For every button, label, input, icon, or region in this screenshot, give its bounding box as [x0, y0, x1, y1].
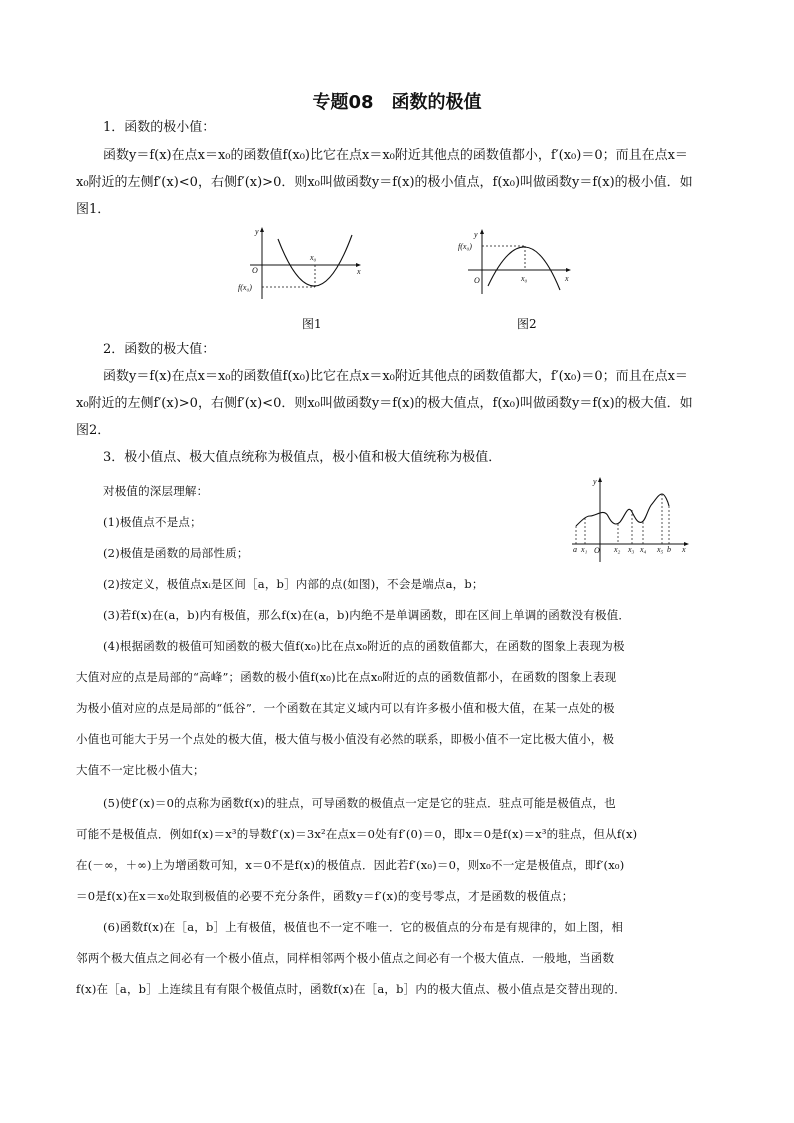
figure-2	[460, 228, 580, 298]
notes-p5-line-2: 可能不是极值点．例如f(x)＝x³的导数f′(x)＝3x²在点x＝0处有f′(0)＝0，即x＝0是f(x)＝x³的驻点，但从f(x)	[76, 827, 638, 841]
section-2-line-2: x₀附近的左侧f′(x)>0，右侧f′(x)<0．则x₀叫做函数y＝f(x)的极大值点，f(x₀)叫做函数y＝f(x)的极大值．如	[76, 396, 693, 411]
notes-p6-line-3: f(x)在［a，b］上连续且有有限个极值点时，函数f(x)在［a，b］内的极大值点、极小值点是交替出现的．	[76, 982, 626, 996]
figure-3-label-x5: x₅	[657, 545, 664, 554]
section-2-line-1: 函数y＝f(x)在点x＝x₀的函数值f(x₀)比它在点x＝x₀附近其他点的函数值都大，f′(x₀)＝0；而且在点x＝	[103, 369, 688, 384]
notes-p6-line-1: (6)函数f(x)在［a，b］上有极值，极值也不一定不唯一．它的极值点的分布是有规律的，如上图，相	[103, 920, 624, 934]
figure-3-origin: O	[594, 546, 600, 555]
section-3: 3．极小值点、极大值点统称为极值点，极小值和极大值统称为极值．	[103, 450, 502, 465]
section-2-line-3: 图2．	[76, 423, 111, 438]
figure-2-x-label: x	[565, 274, 569, 283]
notes-p3: (3)若f(x)在(a，b)内有极值，那么f(x)在(a，b)内绝不是单调函数，即在区间上单调的函数没有极值．	[103, 608, 631, 622]
figure-1-caption: 图1	[302, 317, 322, 331]
figure-1-origin: O	[252, 266, 258, 275]
figure-1-x-label: x	[357, 267, 361, 276]
figure-2-x0: x₀	[521, 274, 528, 283]
figure-3-y-label: y	[593, 477, 597, 486]
notes-p5-line-3: 在(－∞，＋∞)上为增函数可知，x＝0不是f(x)的极值点．因此若f′(x₀)＝0，则x₀不一定是极值点，即f′(x₀)	[76, 858, 625, 872]
section-1-heading: 1．函数的极小值：	[103, 120, 216, 135]
notes-heading: 对极值的深层理解：	[103, 484, 209, 498]
figure-1-y-label: y	[255, 227, 259, 236]
figure-1	[240, 225, 370, 305]
figure-2-caption: 图2	[517, 317, 537, 331]
figure-3-label-x3: x₃	[628, 545, 635, 554]
section-2-heading: 2．函数的极大值：	[103, 342, 216, 357]
figure-2-fx0: f(x₀)	[458, 242, 472, 251]
section-1-line-2: x₀附近的左侧f′(x)<0，右侧f′(x)>0．则x₀叫做函数y＝f(x)的极小值点，f(x₀)叫做函数y＝f(x)的极小值．如	[76, 175, 693, 190]
notes-p4-line-2: 大值对应的点是局部的“高峰”；函数的极小值f(x₀)比在点x₀附近的点的函数值都小，在函数的图象上表现	[76, 670, 617, 684]
figure-2-origin: O	[474, 276, 480, 285]
section-1-line-3: 图1．	[76, 202, 111, 217]
figure-2-y-label: y	[474, 230, 478, 239]
notes-p2: (2)极值是函数的局部性质；	[103, 546, 249, 560]
notes-p4-line-3: 为极小值对应的点是局部的“低谷”．一个函数在其定义域内可以有许多极小值和极大值，在某一点处的极	[76, 701, 615, 715]
notes-p1: (1)极值点不是点；	[103, 515, 202, 529]
figure-3-label-x2: x₂	[614, 545, 621, 554]
notes-p2b: (2)按定义，极值点xᵢ是区间［a，b］内部的点(如图)，不会是端点a，b；	[103, 577, 484, 591]
figure-3-label-a: a	[573, 545, 577, 554]
notes-p4-line-1: (4)根据函数的极值可知函数的极大值f(x₀)比在点x₀附近的点的函数值都大，在函数的图象上表现为极	[103, 639, 625, 653]
figure-1-fx0: f(x₀)	[238, 283, 252, 292]
figure-3-x-label: x	[682, 545, 686, 554]
notes-p5-line-4: ＝0是f(x)在x＝x₀处取到极值的必要不充分条件，函数y＝f′(x)的变号零点，才是函数的极值点；	[76, 889, 574, 903]
page-title: 专题08 函数的极值	[312, 92, 482, 113]
notes-p4-line-5: 大值不一定比极小值大；	[76, 763, 205, 777]
figure-3-label-x4: x₄	[640, 545, 647, 554]
figure-3-label-b: b	[667, 545, 671, 554]
notes-p4-line-4: 小值也可能大于另一个点处的极大值，极大值与极小值没有必然的联系，即极小值不一定比极大值小，极	[76, 732, 615, 746]
notes-p6-line-2: 邻两个极大值点之间必有一个极小值点，同样相邻两个极小值点之间必有一个极大值点．一般地，当函数	[76, 951, 615, 965]
figure-3-label-x1: x₁	[581, 545, 588, 554]
figure-1-x0: x₀	[310, 253, 317, 262]
notes-p5-line-1: (5)使f′(x)＝0的点称为函数f(x)的驻点，可导函数的极值点一定是它的驻点．驻点可能是极值点，也	[103, 796, 616, 810]
section-1-line-1: 函数y＝f(x)在点x＝x₀的函数值f(x₀)比它在点x＝x₀附近其他点的函数值都小，f′(x₀)＝0；而且在点x＝	[103, 148, 688, 163]
figure-3	[568, 472, 694, 564]
